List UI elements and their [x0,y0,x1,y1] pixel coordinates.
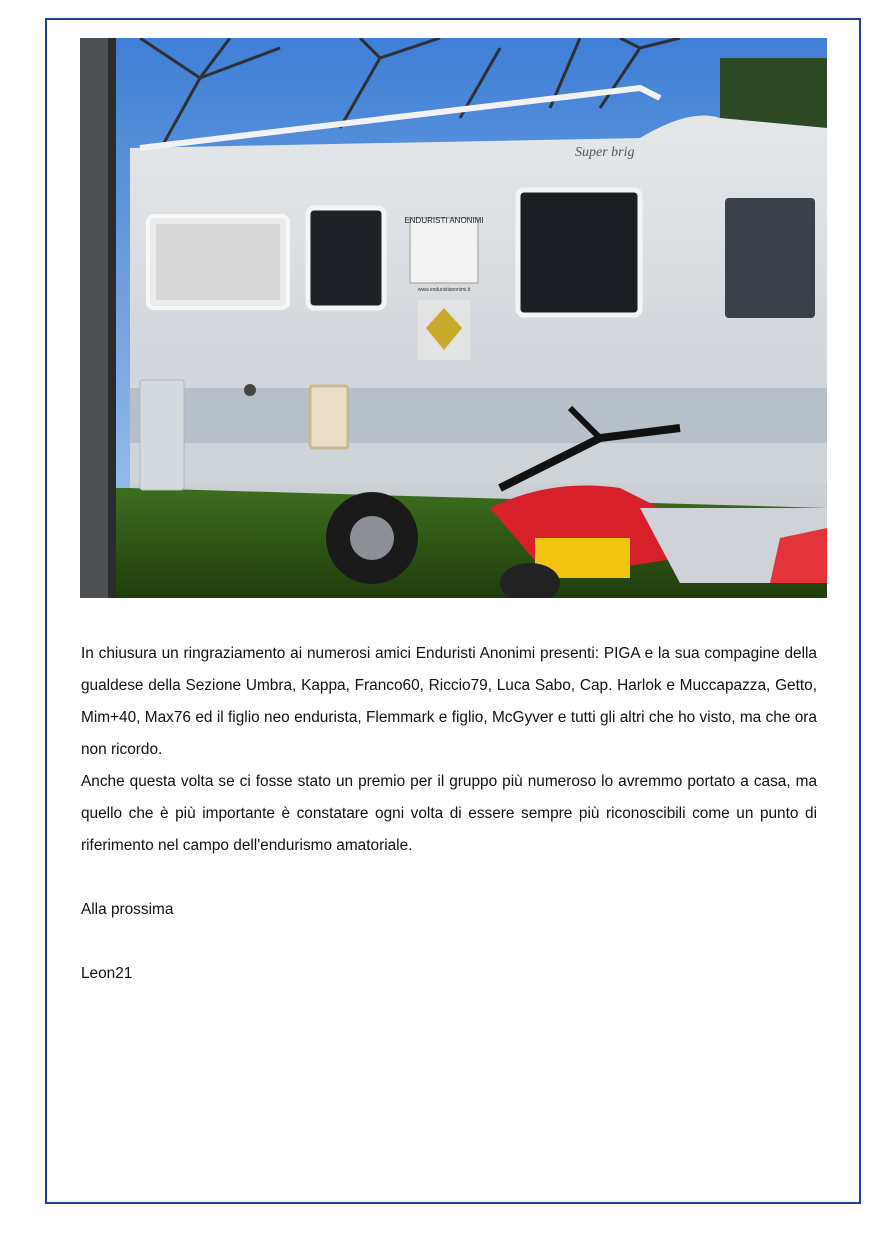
spacer [81,862,817,894]
sticker-title: ENDURISTI ANONIMI [404,216,484,225]
signature: Leon21 [81,965,133,982]
closing-line: Alla prossima [81,901,174,918]
spacer [81,926,817,958]
camper-photo [80,38,827,598]
paragraph-thanks: In chiusura un ringraziamento ai numerosi amici Enduristi Anonimi presenti: PIGA e la sua compagine della gualdese della Sezione Umbra, Kappa, Franco60, Riccio79, Luca Sabo, Cap. Harlok e Muccapazza, Getto, Mim+40, Max76 ed il figlio neo endurista, Flemmark e figlio, McGyver e tutti gli altri che ho visto, ma che ora non ricordo. [81,645,817,758]
brand-logo: Super brig [575,145,635,160]
paragraph-award: Anche questa volta se ci fosse stato un premio per il gruppo più numeroso lo avremmo portato a casa, ma quello che è più importante è constatare ogni volta di essere sempre più riconoscibili come un punto di riferimento nel campo dell'endurismo amatoriale. [81,773,817,854]
sticker-url: www.enduristianonimi.it [417,287,471,293]
article-text [81,638,817,990]
